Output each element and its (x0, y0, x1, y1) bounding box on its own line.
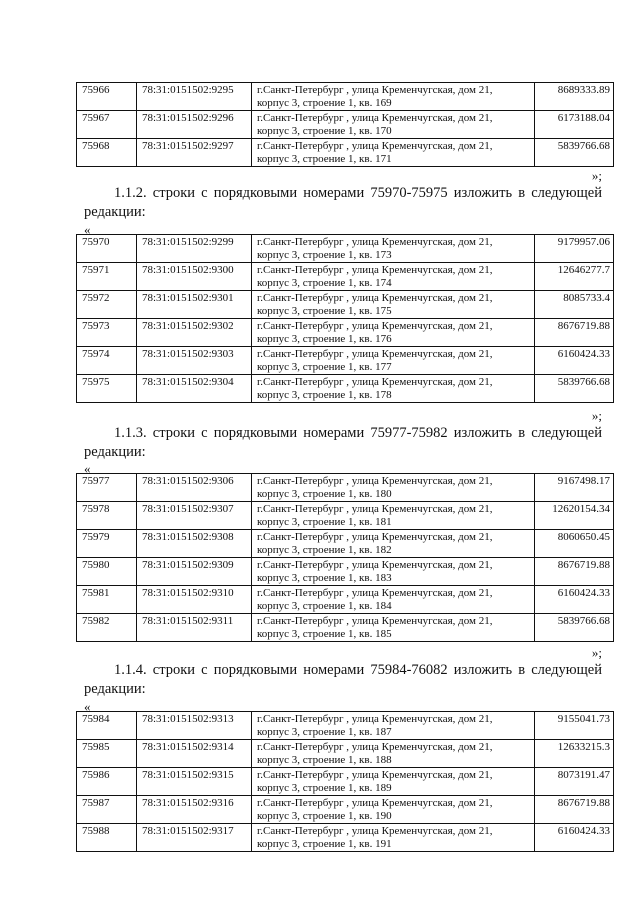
table-row (77, 502, 614, 530)
address-line-1: г.Санкт-Петербург , улица Кременчугская, дом 21, (257, 264, 493, 276)
row-number: 75968 (77, 139, 137, 167)
opening-quote-mark: « (84, 461, 91, 476)
address-line-1: г.Санкт-Петербург , улица Кременчугская, дом 21, (257, 376, 493, 388)
registry-table (76, 711, 614, 852)
row-number: 75986 (77, 768, 137, 796)
address-cell (252, 586, 535, 614)
row-number: 75980 (77, 558, 137, 586)
cadastral-number: 78:31:0151502:9316 (137, 796, 252, 824)
table-row (77, 768, 614, 796)
address-cell (252, 824, 535, 852)
address-line-2: корпус 3, строение 1, кв. 184 (257, 600, 392, 612)
address-line-1: г.Санкт-Петербург , улица Кременчугская, дом 21, (257, 531, 493, 543)
row-number: 75988 (77, 824, 137, 852)
address-line-2: корпус 3, строение 1, кв. 183 (257, 572, 392, 584)
address-line-1: г.Санкт-Петербург , улица Кременчугская, дом 21, (257, 559, 493, 571)
table-row (77, 319, 614, 347)
opening-quote-mark: « (84, 222, 91, 237)
value-cell: 12620154.34 (535, 502, 614, 530)
table-row (77, 263, 614, 291)
cadastral-number: 78:31:0151502:9317 (137, 824, 252, 852)
table-row (77, 614, 614, 642)
value-cell: 8085733.4 (535, 291, 614, 319)
cadastral-number: 78:31:0151502:9306 (137, 474, 252, 502)
value-cell: 6160424.33 (535, 347, 614, 375)
cadastral-number: 78:31:0151502:9296 (137, 111, 252, 139)
paragraph-line-2: редакции: (84, 681, 146, 697)
amendment-paragraph (84, 661, 602, 699)
value-cell: 12633215.3 (535, 740, 614, 768)
cadastral-number: 78:31:0151502:9300 (137, 263, 252, 291)
paragraph-line-1: 1.1.2. строки с порядковыми номерами 75970-75975 изложить в следующей (114, 185, 602, 201)
address-line-2: корпус 3, строение 1, кв. 181 (257, 516, 392, 528)
row-number: 75981 (77, 586, 137, 614)
address-line-1: г.Санкт-Петербург , улица Кременчугская, дом 21, (257, 713, 493, 725)
cadastral-number: 78:31:0151502:9309 (137, 558, 252, 586)
address-line-1: г.Санкт-Петербург , улица Кременчугская, дом 21, (257, 320, 493, 332)
row-number: 75974 (77, 347, 137, 375)
row-number: 75972 (77, 291, 137, 319)
cadastral-number: 78:31:0151502:9310 (137, 586, 252, 614)
table-row (77, 291, 614, 319)
row-number: 75975 (77, 375, 137, 403)
address-cell (252, 796, 535, 824)
value-cell: 9155041.73 (535, 712, 614, 740)
table-row (77, 111, 614, 139)
table-row (77, 375, 614, 403)
address-cell (252, 263, 535, 291)
address-line-1: г.Санкт-Петербург , улица Кременчугская, дом 21, (257, 825, 493, 837)
address-cell (252, 319, 535, 347)
address-cell (252, 111, 535, 139)
value-cell: 8073191.47 (535, 768, 614, 796)
value-cell: 8689333.89 (535, 83, 614, 111)
value-cell: 5839766.68 (535, 614, 614, 642)
address-cell (252, 291, 535, 319)
address-line-1: г.Санкт-Петербург , улица Кременчугская, дом 21, (257, 348, 493, 360)
address-line-1: г.Санкт-Петербург , улица Кременчугская, дом 21, (257, 84, 493, 96)
address-cell (252, 768, 535, 796)
address-line-2: корпус 3, строение 1, кв. 178 (257, 389, 392, 401)
address-cell (252, 474, 535, 502)
address-line-2: корпус 3, строение 1, кв. 191 (257, 838, 392, 850)
table-row (77, 740, 614, 768)
registry-table (76, 234, 614, 403)
table-body (77, 474, 614, 642)
cadastral-number: 78:31:0151502:9313 (137, 712, 252, 740)
address-cell (252, 139, 535, 167)
table-body (77, 235, 614, 403)
address-line-2: корпус 3, строение 1, кв. 176 (257, 333, 392, 345)
address-cell (252, 558, 535, 586)
table-row (77, 235, 614, 263)
address-line-2: корпус 3, строение 1, кв. 174 (257, 277, 392, 289)
row-number: 75987 (77, 796, 137, 824)
address-line-2: корпус 3, строение 1, кв. 169 (257, 97, 392, 109)
address-line-2: корпус 3, строение 1, кв. 187 (257, 726, 392, 738)
table-body (77, 712, 614, 852)
address-line-2: корпус 3, строение 1, кв. 188 (257, 754, 392, 766)
table-body (77, 83, 614, 167)
paragraph-line-1: 1.1.4. строки с порядковыми номерами 75984-76082 изложить в следующей (114, 662, 602, 678)
row-number: 75979 (77, 530, 137, 558)
address-line-2: корпус 3, строение 1, кв. 171 (257, 153, 392, 165)
registry-table (76, 473, 614, 642)
address-line-1: г.Санкт-Петербург , улица Кременчугская, дом 21, (257, 503, 493, 515)
address-line-1: г.Санкт-Петербург , улица Кременчугская, дом 21, (257, 236, 493, 248)
address-cell (252, 712, 535, 740)
address-cell (252, 83, 535, 111)
closing-quote-mark: »; (591, 645, 602, 660)
cadastral-number: 78:31:0151502:9299 (137, 235, 252, 263)
value-cell: 6173188.04 (535, 111, 614, 139)
address-cell (252, 235, 535, 263)
address-cell (252, 740, 535, 768)
table-row (77, 83, 614, 111)
row-number: 75971 (77, 263, 137, 291)
address-line-2: корпус 3, строение 1, кв. 189 (257, 782, 392, 794)
closing-quote-mark: »; (591, 168, 602, 183)
value-cell: 5839766.68 (535, 139, 614, 167)
paragraph-line-1: 1.1.3. строки с порядковыми номерами 75977-75982 изложить в следующей (114, 425, 602, 441)
cadastral-number: 78:31:0151502:9301 (137, 291, 252, 319)
address-line-1: г.Санкт-Петербург , улица Кременчугская, дом 21, (257, 112, 493, 124)
row-number: 75985 (77, 740, 137, 768)
address-line-2: корпус 3, строение 1, кв. 182 (257, 544, 392, 556)
address-cell (252, 375, 535, 403)
address-line-2: корпус 3, строение 1, кв. 180 (257, 488, 392, 500)
table-row (77, 796, 614, 824)
cadastral-number: 78:31:0151502:9304 (137, 375, 252, 403)
registry-table (76, 82, 614, 167)
row-number: 75982 (77, 614, 137, 642)
address-line-2: корпус 3, строение 1, кв. 173 (257, 249, 392, 261)
cadastral-number: 78:31:0151502:9295 (137, 83, 252, 111)
value-cell: 6160424.33 (535, 824, 614, 852)
amendment-paragraph (84, 424, 602, 462)
address-cell (252, 530, 535, 558)
address-line-2: корпус 3, строение 1, кв. 190 (257, 810, 392, 822)
table-row (77, 139, 614, 167)
row-number: 75984 (77, 712, 137, 740)
opening-quote-mark: « (84, 699, 91, 714)
table-row (77, 558, 614, 586)
value-cell: 6160424.33 (535, 586, 614, 614)
value-cell: 9179957.06 (535, 235, 614, 263)
address-line-1: г.Санкт-Петербург , улица Кременчугская, дом 21, (257, 797, 493, 809)
address-line-1: г.Санкт-Петербург , улица Кременчугская, дом 21, (257, 140, 493, 152)
cadastral-number: 78:31:0151502:9315 (137, 768, 252, 796)
address-cell (252, 502, 535, 530)
table-row (77, 712, 614, 740)
row-number: 75966 (77, 83, 137, 111)
row-number: 75973 (77, 319, 137, 347)
closing-quote-mark: »; (591, 408, 602, 423)
table-row (77, 530, 614, 558)
row-number: 75967 (77, 111, 137, 139)
table-row (77, 824, 614, 852)
value-cell: 8676719.88 (535, 796, 614, 824)
table-row (77, 347, 614, 375)
address-line-1: г.Санкт-Петербург , улица Кременчугская, дом 21, (257, 741, 493, 753)
value-cell: 8060650.45 (535, 530, 614, 558)
paragraph-line-2: редакции: (84, 444, 146, 460)
value-cell: 8676719.88 (535, 558, 614, 586)
row-number: 75970 (77, 235, 137, 263)
amendment-paragraph (84, 184, 602, 222)
row-number: 75977 (77, 474, 137, 502)
value-cell: 9167498.17 (535, 474, 614, 502)
cadastral-number: 78:31:0151502:9297 (137, 139, 252, 167)
address-cell (252, 347, 535, 375)
address-line-1: г.Санкт-Петербург , улица Кременчугская, дом 21, (257, 769, 493, 781)
cadastral-number: 78:31:0151502:9307 (137, 502, 252, 530)
value-cell: 5839766.68 (535, 375, 614, 403)
address-line-1: г.Санкт-Петербург , улица Кременчугская, дом 21, (257, 615, 493, 627)
address-line-2: корпус 3, строение 1, кв. 185 (257, 628, 392, 640)
row-number: 75978 (77, 502, 137, 530)
cadastral-number: 78:31:0151502:9314 (137, 740, 252, 768)
paragraph-line-2: редакции: (84, 204, 146, 220)
address-line-1: г.Санкт-Петербург , улица Кременчугская, дом 21, (257, 587, 493, 599)
value-cell: 12646277.7 (535, 263, 614, 291)
cadastral-number: 78:31:0151502:9308 (137, 530, 252, 558)
address-line-1: г.Санкт-Петербург , улица Кременчугская, дом 21, (257, 292, 493, 304)
cadastral-number: 78:31:0151502:9302 (137, 319, 252, 347)
address-line-1: г.Санкт-Петербург , улица Кременчугская, дом 21, (257, 475, 493, 487)
cadastral-number: 78:31:0151502:9311 (137, 614, 252, 642)
table-row (77, 474, 614, 502)
cadastral-number: 78:31:0151502:9303 (137, 347, 252, 375)
value-cell: 8676719.88 (535, 319, 614, 347)
address-line-2: корпус 3, строение 1, кв. 175 (257, 305, 392, 317)
address-cell (252, 614, 535, 642)
address-line-2: корпус 3, строение 1, кв. 177 (257, 361, 392, 373)
table-row (77, 586, 614, 614)
address-line-2: корпус 3, строение 1, кв. 170 (257, 125, 392, 137)
